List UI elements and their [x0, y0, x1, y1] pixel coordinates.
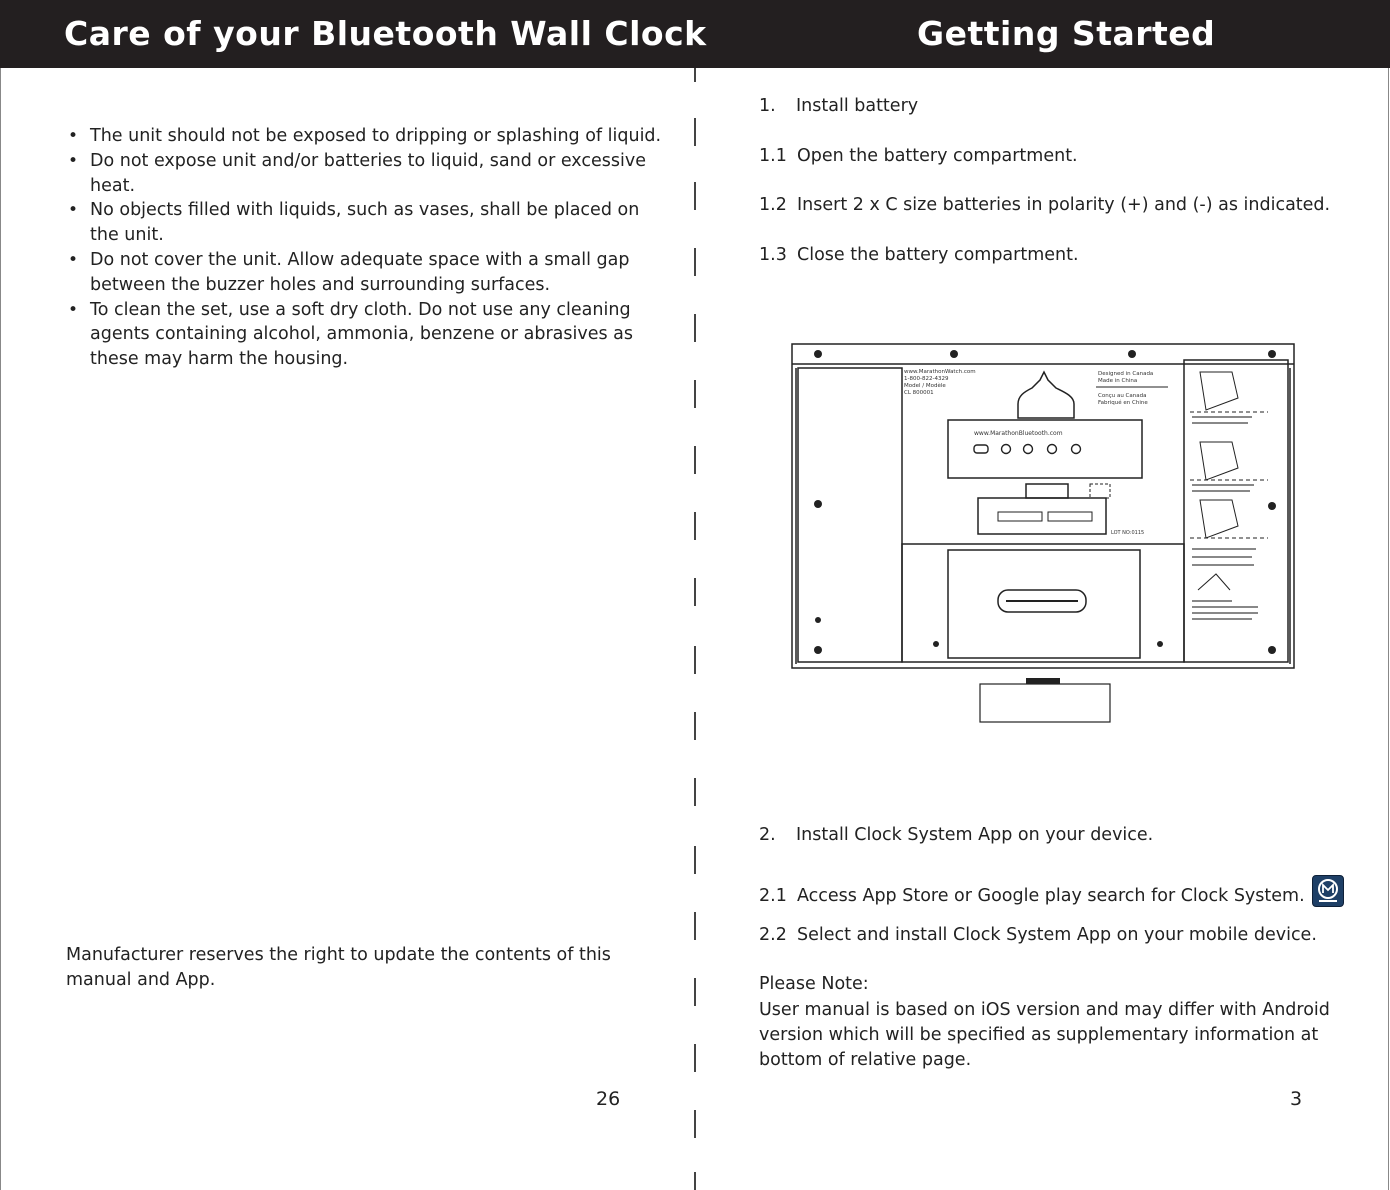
removed-battery-cover	[980, 684, 1110, 722]
care-bullet: • To clean the set, use a soft dry cloth. Do not use any cleaning agents containing alcohol, ammonia, benzene or abrasives as these may harm the housing.	[66, 298, 666, 372]
step-number: 1.	[759, 96, 776, 116]
label-model-no: CL 800001	[904, 390, 934, 396]
left-page-number: 26	[596, 1088, 621, 1110]
cover-tab	[1026, 678, 1060, 684]
step-2	[759, 825, 1153, 845]
step-number: 1.1	[759, 146, 787, 166]
battery-slots	[998, 512, 1092, 521]
right-page-number: 3	[1290, 1088, 1303, 1110]
step-text: Install Clock System App on your device.	[796, 825, 1154, 845]
page-edge-right	[1388, 68, 1389, 1190]
label-fabrique: Fabriqué en Chine	[1098, 400, 1148, 406]
step-text: Open the battery compartment.	[797, 146, 1078, 166]
step-1	[759, 96, 918, 116]
care-bullet-list	[66, 124, 666, 372]
left-panel	[798, 368, 902, 662]
step-2-2	[759, 925, 1317, 945]
please-note-text: User manual is based on iOS version and may differ with Android version which will be specified as supplementary information at bottom of relative page.	[759, 1000, 1330, 1070]
step-number: 1.2	[759, 195, 787, 215]
step-number: 1.3	[759, 245, 787, 265]
screw-icons	[814, 350, 1276, 654]
step-text: Access App Store or Google play search for Clock System.	[797, 886, 1305, 906]
label-website: www.MarathonWatch.com	[904, 369, 976, 375]
panel-buttons	[974, 445, 1081, 454]
step-number: 2.2	[759, 925, 787, 945]
battery-cover-recess	[902, 544, 1184, 662]
battery-compartment-diagram	[786, 338, 1298, 730]
left-page-title: Care of your Bluetooth Wall Clock	[64, 14, 707, 53]
manufacturer-note: Manufacturer reserves the right to update the contents of this manual and App.	[66, 945, 611, 990]
instruction-fine-print	[1192, 416, 1258, 620]
button-panel	[948, 420, 1142, 478]
label-model: Model / Modèle	[904, 383, 946, 389]
label-concu: Conçu au Canada	[1098, 393, 1147, 399]
label-bluetooth-site: www.MarathonBluetooth.com	[974, 430, 1063, 437]
care-bullet: • Do not expose unit and/or batteries to liquid, sand or excessive heat.	[66, 149, 666, 199]
step-1-1	[759, 146, 1078, 166]
step-2-1	[759, 875, 1344, 907]
label-made: Made in China	[1098, 378, 1138, 384]
page-edge-left	[0, 68, 1, 1190]
label-phone: 1-800-822-4329	[904, 376, 949, 382]
step-1-3	[759, 245, 1079, 265]
step-text: Insert 2 x C size batteries in polarity (+) and (-) as indicated.	[797, 195, 1331, 215]
step-text: Select and install Clock System App on your mobile device.	[797, 925, 1317, 945]
step-1-2	[759, 195, 1330, 215]
label-designed: Designed in Canada	[1098, 371, 1154, 377]
care-bullet: • Do not cover the unit. Allow adequate space with a small gap between the buzzer holes and surrounding surfaces.	[66, 248, 666, 298]
step-number: 2.1	[759, 886, 787, 906]
right-page-title: Getting Started	[917, 14, 1216, 53]
care-bullet: • No objects filled with liquids, such as vases, shall be placed on the unit.	[66, 198, 666, 248]
wall-hanger	[1018, 372, 1074, 418]
right-instruction-panel	[1184, 360, 1288, 662]
battery-cover	[948, 550, 1140, 658]
care-bullet: • The unit should not be exposed to dripping or splashing of liquid.	[66, 124, 666, 149]
please-note-label: Please Note:	[759, 974, 869, 994]
clock-system-app-icon	[1312, 875, 1344, 907]
step-number: 2.	[759, 825, 776, 845]
label-lot: LOT NO:0115	[1111, 530, 1145, 536]
step-text: Close the battery compartment.	[797, 245, 1079, 265]
step-text: Install battery	[796, 96, 919, 116]
